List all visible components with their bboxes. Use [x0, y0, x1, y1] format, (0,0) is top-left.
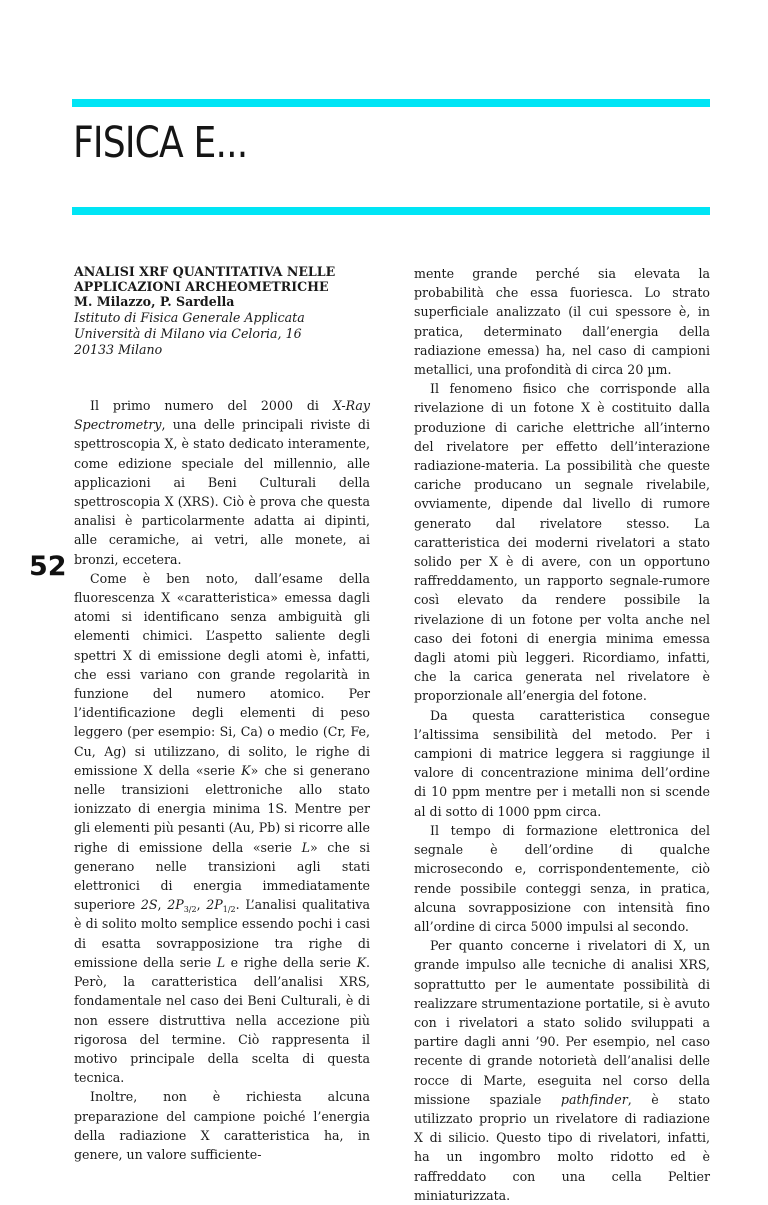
section-title: FISICA E... — [73, 118, 248, 168]
paragraph-1: Il primo numero del 2000 di X-Ray Spectrometry, una delle principali riviste di spettroscopia X, è stato dedicato interamente, come edizione speciale del millennio, alle applicazioni ai Beni Culturali della spettroscopia X (XRS). Ciò è prova che questa analisi è particolarmente adatta ai dipinti, alle ceramiche, ai vetri, alle monete, ai bronzi, eccetera. — [74, 398, 370, 567]
paragraph-3: Inoltre, non è richiesta alcuna preparazione del campione poiché l’energia della radiazione X caratteristica ha, in genere, un valore sufficiente- — [74, 1089, 370, 1162]
page-number: 52 — [29, 551, 67, 582]
article-header — [74, 264, 370, 358]
top-accent-bar — [72, 99, 710, 107]
right-column — [414, 264, 710, 1205]
paragraph-4: mente grande perché sia elevata la probabilità che essa fuoriesca. Lo strato superficiale analizzato (il cui spessore è, in pratica, determinato dall’energia della radiazione emessa) ha, nel caso di campioni metallici, una profondità di circa 20 µm. — [414, 266, 710, 378]
article-authors: M. Milazzo, P. Sardella — [74, 294, 235, 309]
paragraph-7: Il tempo di formazione elettronica del segnale è dell’ordine di qualche microsecondo e, corrispondentemente, ciò rende possibile conteggi senza, in pratica, alcuna sovrapposizione con intensità fino all’ordine di circa 5000 impulsi al secondo. — [414, 822, 710, 934]
article-title-line-2: APPLICAZIONI ARCHEOMETRICHE — [74, 279, 329, 294]
left-column — [74, 264, 370, 1164]
paragraph-2: Come è ben noto, dall’esame della fluorescenza X «caratteristica» emessa dagli atomi si identificano senza ambiguità gli elementi chimici. L’aspetto saliente degli spettri X di emissione degli atomi è, infatti, che essi variano con grande regolarità in funzione del numero atomico. Per l’identificazione degli elementi di peso leggero (per esempio: Si, Ca) o medio (Cr, Fe, Cu, Ag) si utilizzano, di solito, le righe di emissione X della «serie K» che si generano nelle transizioni elettroniche allo stato ionizzato di energia minima 1S. Mentre per gli elementi più pesanti (Au, Pb) si ricorre alle righe di emissione della «serie L» che si generano nelle transizioni agli stati elettronici di energia immediatamente superiore 2S, $2P_{3/2}$, $2P_{1/2}$. L’analisi qualitativa è di solito molto semplice essendo pochi i casi di esatta sovrapposizione tra righe di emissione della serie L e righe della serie K. Però, la caratteristica dell’analisi XRS, fondamentale nel caso dei Beni Culturali, è di non essere distruttiva nella accezione più rigorosa del termine. Ciò rappresenta il motivo principale della scelta di questa tecnica. — [74, 570, 371, 1086]
affiliation-line-3: 20133 Milano — [74, 342, 163, 357]
bottom-accent-bar — [72, 207, 710, 215]
article-title-line-1: ANALISI XRF QUANTITATIVA NELLE — [74, 264, 336, 279]
paragraph-8: Per quanto concerne i rivelatori di X, un grande impulso alle tecniche di analisi XRS, soprattutto per le aumentate possibilità di realizzare strumentazione portatile, si è avuto con i rivelatori a stato solido sviluppati a partire dagli anni ’90. Per esempio, nel caso recente di grande notorietà dell’analisi delle rocce di Marte, eseguita nel corso della missione spaziale pathfinder, è stato utilizzato proprio un rivelatore di radiazione X di silicio. Questo tipo di rivelatori, infatti, ha un ingombro molto ridotto ed è raffreddato con una cella Peltier miniaturizzata. — [414, 938, 711, 1203]
paragraph-6: Da questa caratteristica consegue l’altissima sensibilità del metodo. Per i campioni di matrice leggera si raggiunge il valore di concentrazione minima dell’ordine di 10 ppm mentre per i metalli non si scende al di sotto di 1000 ppm circa. — [414, 707, 710, 819]
paragraph-5: Il fenomeno fisico che corrisponde alla rivelazione di un fotone X è costituito dalla produzione di cariche elettriche all’interno del rivelatore per effetto dell’interazione radiazione-materia. La possibilità che queste cariche producano un segnale rivelabile, ovviamente, dipende dal livello di rumore generato dal rivelatore stesso. La caratteristica dei moderni rivelatori a stato solido per X è di avere, con un opportuno raffreddamento, un rapporto segnale-rumore così elevato da rendere possibile la rivelazione di un fotone per volta anche nel caso dei fotoni di energia minima emessa dagli atomi più leggeri. Ricordiamo, infatti, che la carica generata nel rivelatore è proporzionale all’energia del fotone. — [414, 381, 710, 704]
affiliation-line-1: Istituto di Fisica Generale Applicata — [74, 310, 305, 325]
affiliation-line-2: Università di Milano via Celoria, 16 — [74, 326, 302, 341]
